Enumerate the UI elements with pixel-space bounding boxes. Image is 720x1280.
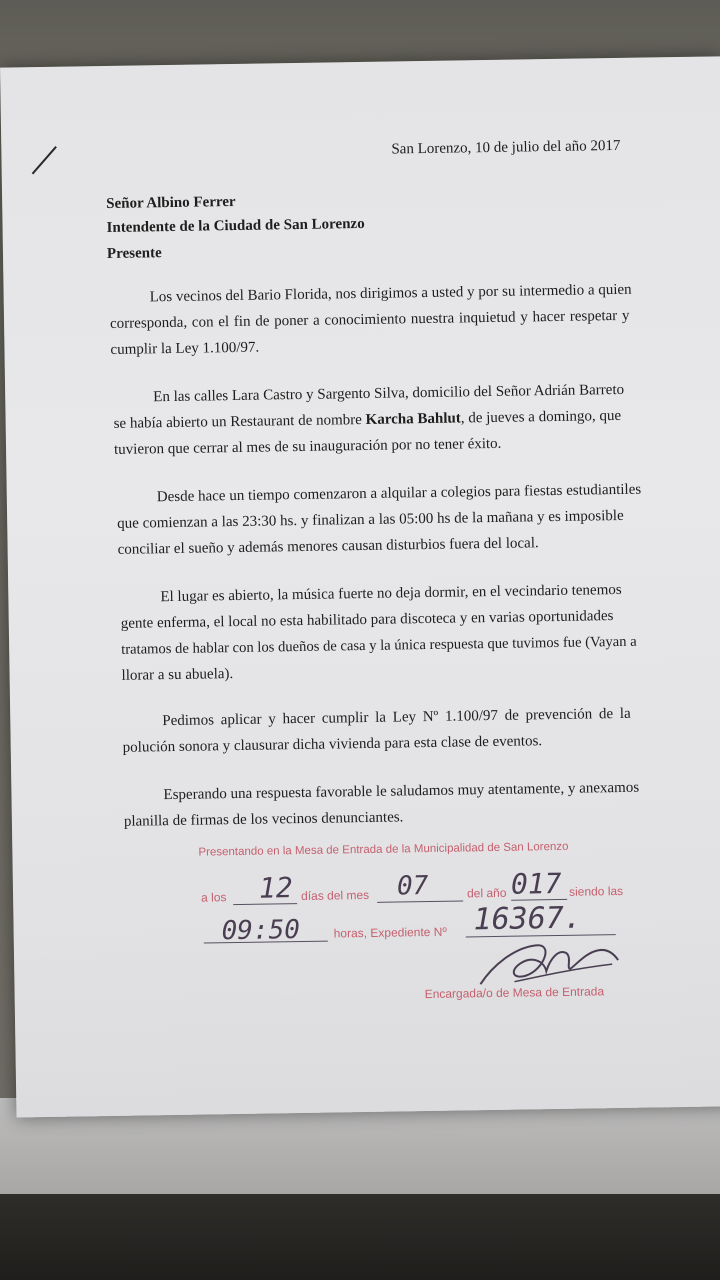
hw-month: 07 [396,871,429,902]
pen-mark [32,146,57,174]
p3-line-3: conciliar el sueño y además menores causan disturbios fuera del local. [117,535,539,558]
p3-line-2: que comienzan a las 23:30 hs. y finalizan a las 05:00 hs de la mañana y es imposible [117,507,624,532]
p6-line-2: planilla de firmas de los vecinos denunciantes. [123,809,404,830]
hw-expediente: 16367. [473,900,583,938]
p6-line-1: Esperando una respuesta favorable le saludamos muy atentamente, y anexamos [163,779,640,804]
stamp-a-los: a los [200,890,227,905]
p4-line-1: El lugar es abierto, la música fuerte no deja dormir, en el vecindario tenemos [160,581,622,606]
restaurant-name: Karcha Bahlut [365,410,461,428]
stamp-horas-expediente: horas, Expediente Nº [333,924,447,941]
recipient-name: Señor Albino Ferrer [106,193,236,213]
p3-line-1: Desde hace un tiempo comenzaron a alquilar a colegios para fiestas estudiantiles [156,481,642,506]
p4-line-2: gente enferma, el local no esta habilitado para discoteca y en varias oportunidades [120,608,614,632]
p2-line-1: En las calles Lara Castro y Sargento Silva, domicilio del Señor Adrián Barreto [153,381,625,406]
p5-line-1: Pedimos aplicar y hacer cumplir la Ley Nº 1.100/97 de prevención de la [162,705,631,730]
stamp-dias-del-mes: días del mes [300,887,370,904]
reception-stamp [198,834,637,1011]
p1-line-3: cumplir la Ley 1.100/97. [110,339,260,358]
place-date: San Lorenzo, 10 de julio del año 2017 [391,137,621,158]
stamp-header: Presentando en la Mesa de Entrada de la Municipalidad de San Lorenzo [198,840,569,859]
hw-year: 017 [510,866,562,901]
p5-line-2: polución sonora y clausurar dicha vivienda para esta clase de eventos. [122,733,543,756]
stamp-siendo-las: siendo las [568,883,624,899]
background-surface [0,1190,720,1280]
hw-day: 12 [258,871,293,905]
hw-time: 09:50 [221,915,301,947]
p2-line-2-after: , de jueves a domingo, que [460,407,622,427]
p4-line-3: tratamos de hablar con los dueños de casa y la única respuesta que tuvimos fue (Vayan a [121,633,637,658]
letter-paper [0,56,720,1117]
p2-line-2 [114,408,622,433]
p1-line-2: corresponda, con el fin de poner a conocimiento nuestra inquietud y hacer respetar y [109,307,630,332]
stamp-encargada: Encargada/o de Mesa de Entrada [424,984,605,1002]
p2-line-3: tuvieron que cerrar al mes de su inauguración por no tener éxito. [113,435,502,458]
p1-line-1: Los vecinos del Bario Florida, nos dirigimos a usted y por su intermedio a quien [149,281,632,306]
stamp-del-ano: del año [466,885,507,901]
recipient-presente: Presente [106,245,162,262]
p4-line-4: llorar a su abuela). [121,666,234,684]
recipient-title: Intendente de la Ciudad de San Lorenzo [106,215,365,237]
p2-line-2-before: se había abierto un Restaurant de nombre [113,411,366,432]
